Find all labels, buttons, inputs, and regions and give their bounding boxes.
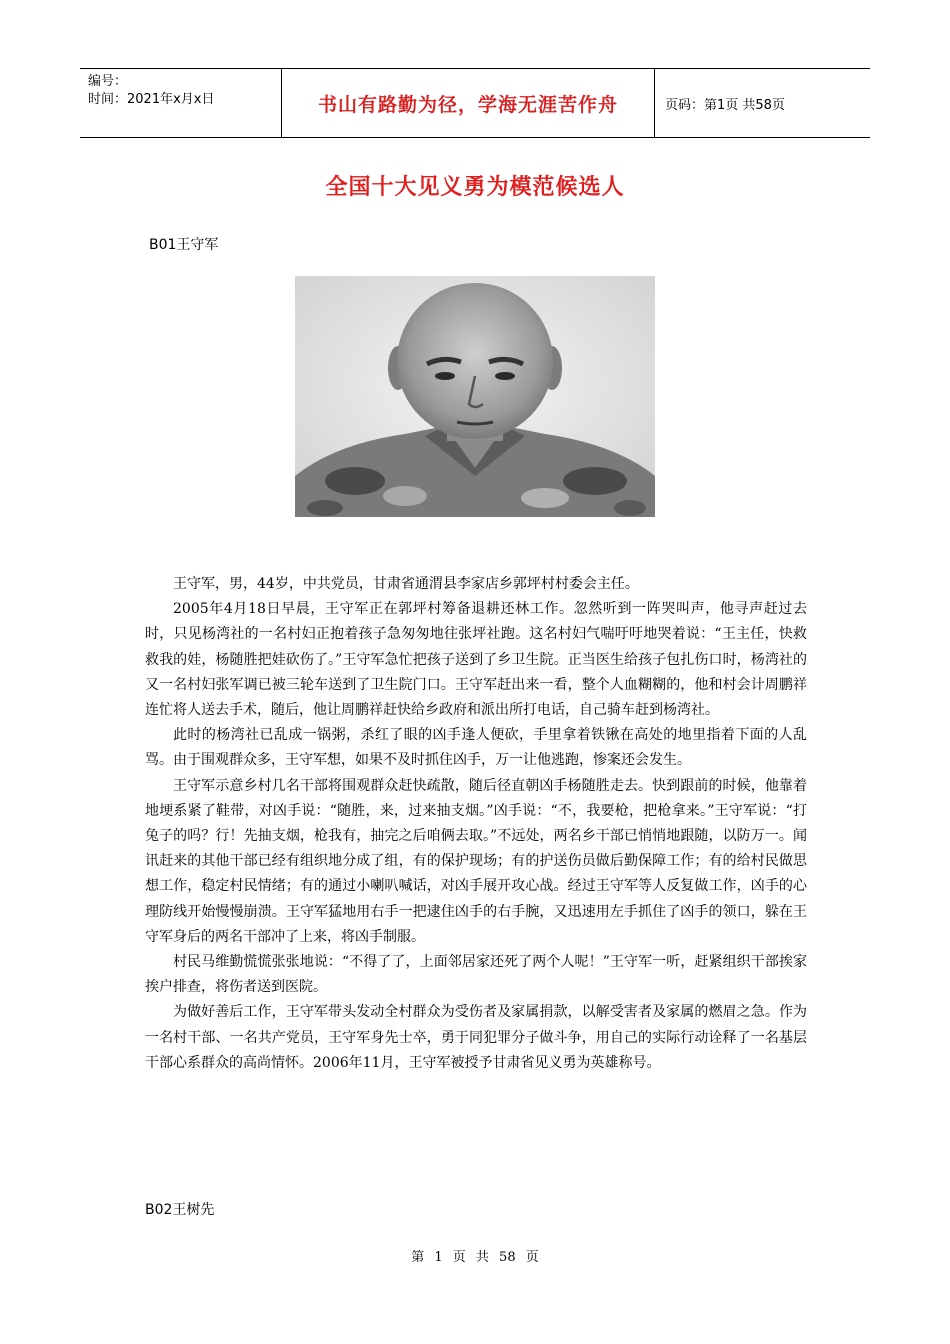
article-paragraph: 王守军示意乡村几名干部将围观群众赶快疏散，随后径直朝凶手杨随胜走去。快到跟前的时候，他靠着地埂系紧了鞋带，对凶手说：“随胜，来，过来抽支烟。”凶手说：“不，我要枪，把枪拿来。”王守军说：“打兔子的吗？行！先抽支烟，枪我有，抽完之后咱俩去取。”不远处，两名乡干部已悄悄地跟随，以防万一。闻讯赶来的其他干部已经有组织地分成了组，有的保护现场；有的护送伤员做后勤保障工作；有的给村民做思想工作，稳定村民情绪；有的通过小喇叭喊话，对凶手展开攻心战。经过王守军等人反复做工作，凶手的心理防线开始慢慢崩溃。王守军猛地用右手一把逮住凶手的右手腕，又迅速用左手抓住了凶手的领口，躲在王守军身后的两名干部冲了上来，将凶手制服。 [145, 777, 807, 945]
article-paragraph: 村民马维勤慌慌张张地说：“不得了了，上面邻居家还死了两个人呢！”王守军一听，赶紧组织干部挨家挨户排查，将伤者送到医院。 [145, 954, 807, 996]
article-paragraph: 此时的杨湾社已乱成一锅粥，杀红了眼的凶手逢人便砍，手里拿着铁锹在高处的地里指着下面的人乱骂。由于围观群众多，王守军想，如果不及时抓住凶手，万一让他逃跑，惨案还会发生。 [145, 727, 807, 769]
section-code: B02 [145, 1202, 173, 1218]
portrait-photo [295, 276, 655, 517]
page-footer: 第 1 页 共 58 页 [411, 1250, 539, 1265]
section-heading-b02 [145, 1199, 214, 1219]
document-number-label: 编号： [88, 74, 128, 89]
document-date-label: 时间：2021年x月x日 [88, 92, 215, 107]
article-body [145, 572, 807, 1076]
section-person-name: 王守军 [176, 237, 219, 253]
header-page-info: 页码：第1页 共58页 [665, 97, 785, 113]
header-meta [80, 69, 281, 137]
article-paragraph: 2005年4月18日早晨，王守军正在郭坪村筹备退耕还林工作。忽然听到一阵哭叫声，他寻声赶过去时，只见杨湾社的一名村妇正抱着孩子急匆匆地往张坪社跑。这名村妇气喘吁吁地哭着说：“王主任，快救救我的娃，杨随胜把娃砍伤了。”王守军急忙把孩子送到了乡卫生院。正当医生给孩子包扎伤口时，杨湾社的又一名村妇张军调已被三轮车送到了卫生院门口。王守军赶出来一看，整个人血糊糊的，他和村会计周鹏祥连忙将人送去手术，随后，他让周鹏祥赶快给乡政府和派出所打电话，自己骑车赶到杨湾社。 [145, 601, 807, 719]
document-title: 全国十大见义勇为模范候选人 [325, 174, 625, 200]
section-code: B01 [149, 237, 177, 253]
page-header [80, 68, 870, 138]
article-paragraph: 为做好善后工作，王守军带头发动全村群众为受伤者及家属捐款，以解受害者及家属的燃眉之急。作为一名村干部、一名共产党员，王守军身先士卒，勇于同犯罪分子做斗争，用自己的实际行动诠释了一名基层干部心系群众的高尚情怀。2006年11月，王守军被授予甘肃省见义勇为英雄称号。 [145, 1004, 807, 1071]
section-person-name: 王树先 [172, 1202, 215, 1218]
article-paragraph: 王守军，男，44岁，中共党员，甘肃省通渭县李家店乡郭坪村村委会主任。 [173, 576, 639, 592]
header-motto: 书山有路勤为径，学海无涯苦作舟 [281, 69, 655, 137]
section-heading-b01 [149, 234, 218, 254]
